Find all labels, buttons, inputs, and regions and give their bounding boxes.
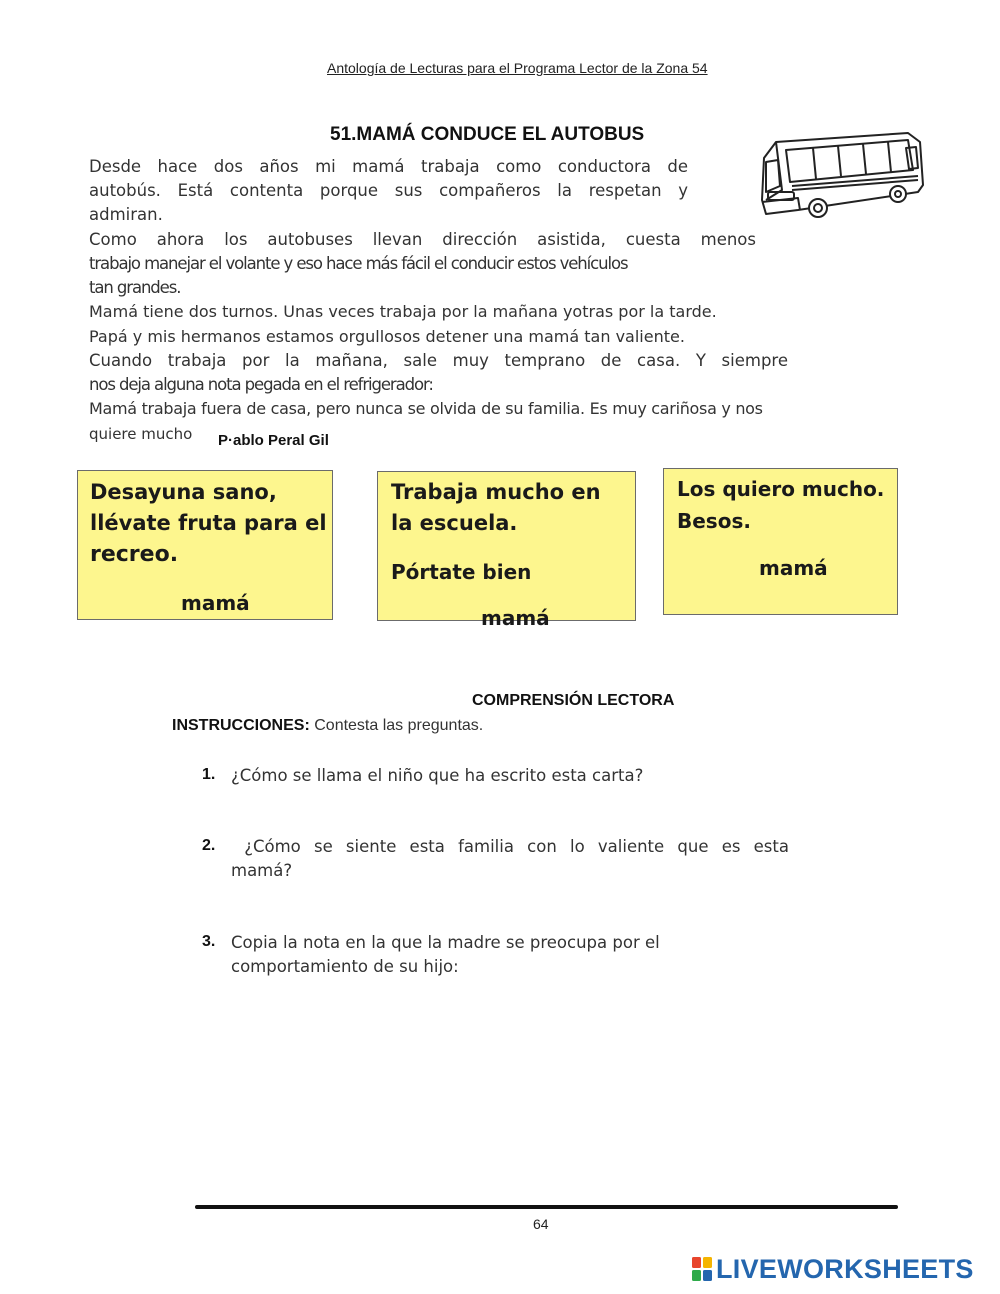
fridge-note-3: [663, 468, 898, 615]
reading-line: Como ahora los autobuses llevan dirección asistida, cuesta menos: [89, 230, 756, 249]
reading-line: Mamá tiene dos turnos. Unas veces trabaja por la mañana yotras por la tarde.: [89, 302, 717, 321]
question-3-number: 3.: [202, 933, 216, 950]
reading-line: admiran.: [89, 205, 163, 224]
note-line: Trabaja mucho en: [391, 480, 601, 504]
reading-line: trabajo manejar el volante y eso hace más fácil el conducir estos vehículos: [89, 254, 628, 273]
note-line: Los quiero mucho.: [677, 477, 885, 501]
bus-icon: [758, 130, 926, 226]
fridge-note-1: [77, 470, 333, 620]
fridge-note-2: [377, 471, 636, 630]
instructions-text: Contesta las preguntas.: [314, 717, 484, 734]
reading-line: Cuando trabaja por la mañana, sale muy temprano de casa. Y siempre: [89, 351, 788, 370]
note-line: recreo.: [90, 542, 179, 567]
reading-title: 51.MAMÁ CONDUCE EL AUTOBUS: [330, 124, 645, 145]
running-header: Antología de Lecturas para el Programa Lector de la Zona 54: [327, 60, 708, 76]
reading-line: tan grandes.: [89, 278, 181, 297]
note-line: Pórtate bien: [391, 560, 532, 584]
question-1-text: ¿Cómo se llama el niño que ha escrito esta carta?: [231, 766, 644, 785]
question-2-text: ¿Cómo se siente esta familia con lo valiente que es esta: [231, 837, 789, 856]
footer-rule: [195, 1205, 898, 1209]
reading-line: quiere mucho: [89, 425, 193, 443]
instructions: [172, 717, 483, 735]
reading-line: autobús. Está contenta porque sus compañeros la respetan y: [89, 181, 688, 200]
reading-line: Desde hace dos años mi mamá trabaja como conductora de: [89, 157, 688, 176]
page-number: 64: [533, 1216, 549, 1232]
reading-line: Mamá trabaja fuera de casa, pero nunca se olvida de su familia. Es muy cariñosa y nos: [89, 399, 763, 418]
brand-name: LIVEWORKSHEETS: [716, 1253, 974, 1284]
note-signature: mamá: [181, 591, 250, 615]
question-3-text: Copia la nota en la que la madre se preocupa por el: [231, 933, 660, 952]
author-name: P·ablo Peral Gil: [218, 432, 329, 449]
note-signature: mamá: [759, 556, 828, 580]
comprehension-title: COMPRENSIÓN LECTORA: [472, 692, 675, 709]
note-signature: mamá: [481, 606, 550, 630]
question-2-text-cont: mamá?: [231, 861, 293, 880]
question-2-number: 2.: [202, 837, 216, 854]
note-line: Besos.: [677, 509, 751, 533]
liveworksheets-logo-icon: [692, 1257, 712, 1281]
liveworksheets-brand[interactable]: [692, 1252, 974, 1286]
question-3-text-cont: comportamiento de su hijo:: [231, 957, 459, 976]
note-line: llévate fruta para el: [90, 511, 327, 535]
note-line: Desayuna sano,: [90, 480, 277, 504]
note-line: la escuela.: [391, 511, 518, 535]
question-1-number: 1.: [202, 766, 216, 783]
reading-line: nos deja alguna nota pegada en el refrigerador:: [89, 375, 433, 394]
reading-line: Papá y mis hermanos estamos orgullosos detener una mamá tan valiente.: [89, 327, 685, 346]
instructions-label: INSTRUCCIONES:: [172, 717, 310, 734]
